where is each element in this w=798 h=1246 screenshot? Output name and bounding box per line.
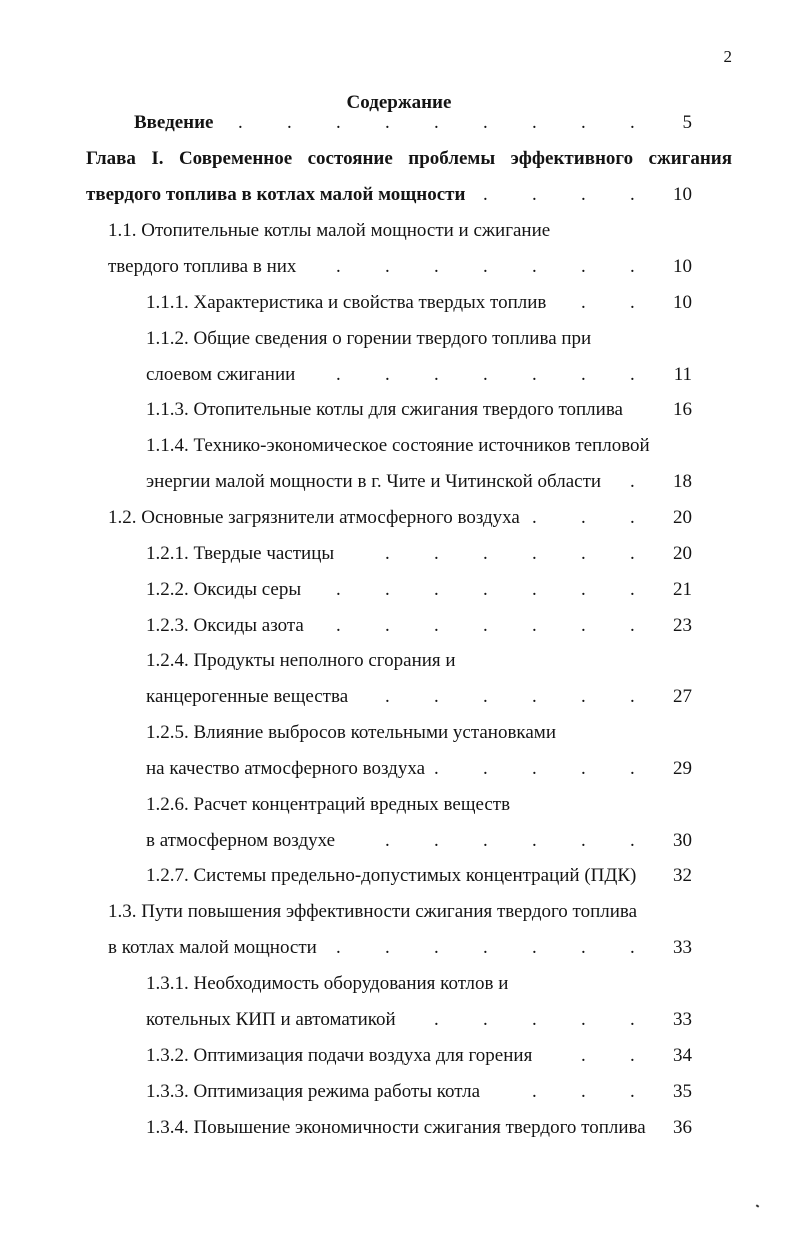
dot-leader: . [581, 543, 586, 564]
toc-page-number: 23 [673, 615, 692, 636]
dot-leader: . [385, 615, 390, 636]
toc-page-number: 34 [673, 1045, 692, 1066]
dot-leader: . [483, 543, 488, 564]
toc-page-number: 18 [673, 471, 692, 492]
toc-page-number: 20 [673, 507, 692, 528]
dot-leader: . [532, 1081, 537, 1102]
dot-leader: . [385, 543, 390, 564]
toc-page-number: 33 [673, 937, 692, 958]
dot-leader: . [532, 256, 537, 277]
dot-leader: . [581, 686, 586, 707]
dot-leader: . [581, 364, 586, 385]
dot-leader: . [434, 1009, 439, 1030]
dot-leader: . [630, 471, 635, 492]
dot-leader: . [483, 256, 488, 277]
toc-entry-line: 1.1. Отопительные котлы малой мощности и сжигание [108, 220, 551, 241]
toc-page-number: 10 [673, 292, 692, 313]
dot-leader: . [532, 758, 537, 779]
toc-entry-line: энергии малой мощности в г. Чите и Читинской области [146, 471, 602, 492]
dot-leader: . [581, 758, 586, 779]
dot-leader: . [434, 543, 439, 564]
toc-entry-line: канцерогенные вещества [146, 686, 349, 707]
dot-leader: . [483, 579, 488, 600]
dot-leader: . [581, 507, 586, 528]
dot-leader: . [532, 937, 537, 958]
toc-entry-line: в котлах малой мощности [108, 937, 317, 958]
dot-leader: . [630, 579, 635, 600]
dot-leader: . [483, 1009, 488, 1030]
toc-page-number: 32 [673, 865, 692, 886]
toc-entry-line: на качество атмосферного воздуха [146, 758, 425, 779]
dot-leader: . [630, 830, 635, 851]
dot-leader: . [483, 937, 488, 958]
dot-leader: . [532, 830, 537, 851]
dot-leader: . [532, 686, 537, 707]
toc-entry-line: твердого топлива в них [108, 256, 297, 277]
dot-leader: . [630, 507, 635, 528]
dot-leader: . [483, 758, 488, 779]
dot-leader: . [581, 937, 586, 958]
page-title: Содержание [346, 92, 452, 113]
dot-leader: . [483, 112, 488, 133]
toc-entry-line: 1.3. Пути повышения эффективности сжигания твердого топлива [108, 901, 638, 922]
toc-entry-line: 1.3.1. Необходимость оборудования котлов и [146, 973, 509, 994]
toc-page-number: 33 [673, 1009, 692, 1030]
toc-page-number: 27 [673, 686, 692, 707]
dot-leader: . [630, 1045, 635, 1066]
toc-page-number: 10 [673, 184, 692, 205]
toc-entry-line: 1.1.3. Отопительные котлы для сжигания твердого топлива [146, 399, 623, 420]
toc-entry-line: 1.2.6. Расчет концентраций вредных веществ [146, 794, 511, 815]
dot-leader: . [581, 292, 586, 313]
dot-leader: . [336, 364, 341, 385]
dot-leader: . [532, 615, 537, 636]
toc-entry-line: слоевом сжигании [146, 364, 296, 385]
toc-entry-line: 1.2.1. Твердые частицы [146, 543, 335, 564]
dot-leader: . [630, 184, 635, 205]
toc-entry-line: 1.2.2. Оксиды серы [146, 579, 302, 600]
dot-leader: . [581, 579, 586, 600]
dot-leader: . [483, 364, 488, 385]
dot-leader: . [581, 1045, 586, 1066]
toc-entry-line: в атмосферном воздухе [146, 830, 336, 851]
dot-leader: . [434, 256, 439, 277]
dot-leader: . [483, 686, 488, 707]
dot-leader: . [287, 112, 292, 133]
toc-page-number: 11 [673, 364, 692, 385]
dot-leader: . [581, 615, 586, 636]
page-number: 2 [723, 47, 732, 66]
dot-leader: . [581, 256, 586, 277]
dot-leader: . [581, 1081, 586, 1102]
toc-page-number: 30 [673, 830, 692, 851]
dot-leader: . [385, 256, 390, 277]
dot-leader: . [336, 112, 341, 133]
dot-leader: . [630, 543, 635, 564]
dot-leader: . [630, 364, 635, 385]
dot-leader: . [483, 184, 488, 205]
dot-leader: . [581, 830, 586, 851]
toc-entry-line: 1.1.2. Общие сведения о горении твердого топлива при [146, 328, 592, 349]
toc-entry-line: 1.2.4. Продукты неполного сгорания и [146, 650, 456, 671]
dot-leader: . [532, 543, 537, 564]
toc-entry-line: Глава I. Современное состояние проблемы эффективного сжигания [86, 148, 732, 169]
toc-page-number: 35 [673, 1081, 692, 1102]
dot-leader: . [532, 579, 537, 600]
dot-leader: . [336, 615, 341, 636]
dot-leader: . [630, 758, 635, 779]
dot-leader: . [434, 579, 439, 600]
dot-leader: . [434, 758, 439, 779]
dot-leader: . [630, 292, 635, 313]
toc-page-number: 21 [673, 579, 692, 600]
dot-leader: . [434, 364, 439, 385]
toc-entry-line: 1.2.7. Системы предельно-допустимых концентраций (ПДК) [146, 865, 637, 886]
dot-leader: . [336, 937, 341, 958]
dot-leader: . [385, 686, 390, 707]
toc-entry-line: 1.1.1. Характеристика и свойства твердых топлив [146, 292, 547, 313]
toc-entry-line: 1.1.4. Технико-экономическое состояние источников тепловой [146, 435, 650, 456]
toc-entry-line: 1.3.3. Оптимизация режима работы котла [146, 1081, 481, 1102]
dot-leader: . [630, 937, 635, 958]
dot-leader: . [385, 364, 390, 385]
dot-leader: . [532, 1009, 537, 1030]
dot-leader: . [630, 686, 635, 707]
dot-leader: . [581, 184, 586, 205]
toc-page-number: 20 [673, 543, 692, 564]
toc-page-number: 5 [682, 112, 692, 133]
dot-leader: . [630, 112, 635, 133]
dot-leader: . [434, 615, 439, 636]
dot-leader: . [630, 1081, 635, 1102]
dot-leader: . [630, 1009, 635, 1030]
dot-leader: . [385, 830, 390, 851]
dot-leader: . [630, 256, 635, 277]
toc-entry-line: 1.3.4. Повышение экономичности сжигания твердого топлива [146, 1117, 646, 1138]
dot-leader: . [336, 579, 341, 600]
dot-leader: . [434, 686, 439, 707]
toc-entry-line: 1.2.5. Влияние выбросов котельными установками [146, 722, 556, 743]
dot-leader: . [581, 112, 586, 133]
dot-leader: . [483, 615, 488, 636]
dot-leader: . [434, 937, 439, 958]
toc-entry-line: 1.3.2. Оптимизация подачи воздуха для горения [146, 1045, 533, 1066]
dot-leader: . [434, 830, 439, 851]
dot-leader: . [385, 937, 390, 958]
toc-page-number: 29 [673, 758, 692, 779]
dot-leader: . [336, 256, 341, 277]
dot-leader: . [532, 507, 537, 528]
toc-page-number: 36 [673, 1117, 692, 1138]
dot-leader: . [581, 1009, 586, 1030]
dot-leader: . [238, 112, 243, 133]
toc-page-number: 10 [673, 256, 692, 277]
toc-entry-line: 1.2. Основные загрязнители атмосферного воздуха [108, 507, 520, 528]
dot-leader: . [483, 830, 488, 851]
dot-leader: . [385, 112, 390, 133]
dot-leader: . [532, 364, 537, 385]
dot-leader: . [630, 615, 635, 636]
toc-entry-line: твердого топлива в котлах малой мощности [86, 184, 466, 205]
dot-leader: . [532, 112, 537, 133]
dot-leader: . [385, 579, 390, 600]
toc-page-number: 16 [673, 399, 692, 420]
toc-entry-line: котельных КИП и автоматикой [146, 1009, 396, 1030]
dot-leader: . [434, 112, 439, 133]
toc-entry-line: 1.2.3. Оксиды азота [146, 615, 304, 636]
dot-leader: . [532, 184, 537, 205]
toc-entry-line: Введение [134, 112, 214, 133]
